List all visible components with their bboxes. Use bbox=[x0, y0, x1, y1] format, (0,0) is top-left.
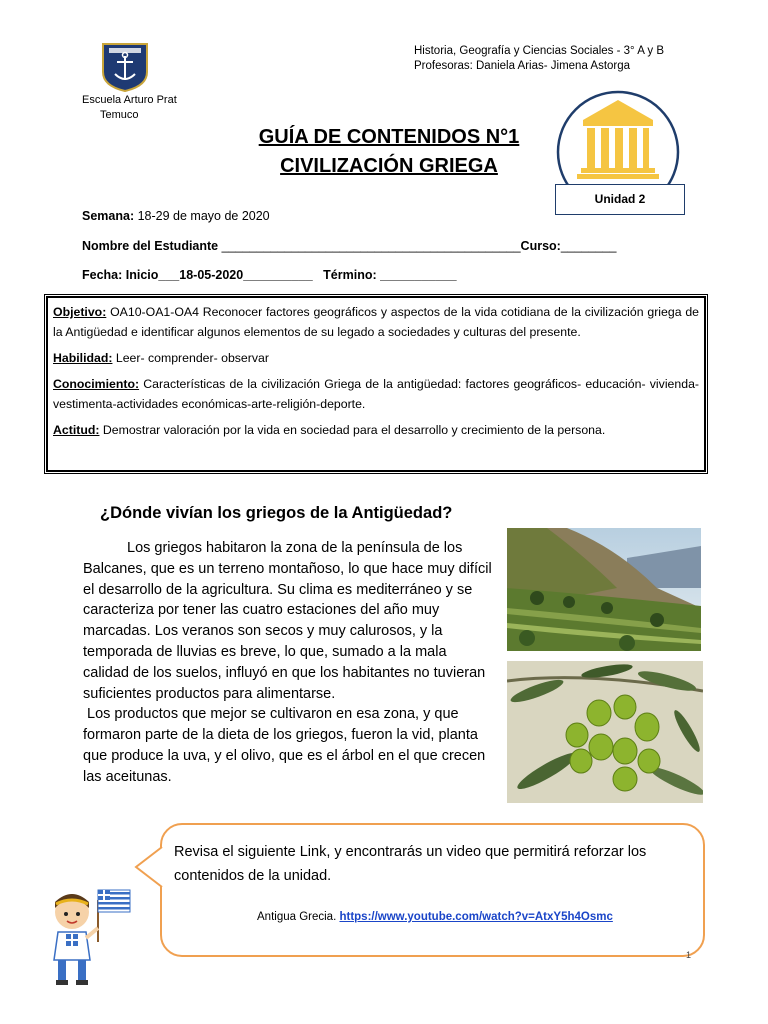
course-blank[interactable]: ________ bbox=[560, 239, 617, 253]
unit-label: Unidad 2 bbox=[555, 184, 685, 215]
knowledge-paragraph bbox=[53, 374, 699, 414]
subject-line: Historia, Geografía y Ciencias Sociales - 3° A y B bbox=[414, 45, 665, 57]
school-crest-icon bbox=[101, 42, 149, 92]
end-label: Término: bbox=[323, 268, 377, 282]
student-name-label: Nombre del Estudiante bbox=[82, 239, 219, 253]
attitude-text: Demostrar valoración por la vida en sociedad para el desarrollo y crecimiento de la persona. bbox=[99, 423, 606, 437]
date-field bbox=[82, 268, 457, 282]
header-info bbox=[414, 44, 664, 74]
course-label: Curso: bbox=[520, 239, 561, 253]
page-title: GUÍA DE CONTENIDOS N°1 bbox=[258, 126, 520, 148]
school-city: Temuco bbox=[100, 109, 139, 121]
end-blank[interactable]: ___________ bbox=[376, 268, 457, 282]
skill-label: Habilidad: bbox=[53, 351, 113, 365]
skill-text: Leer- comprender- observar bbox=[112, 351, 269, 365]
video-link[interactable]: https://www.youtube.com/watch?v=AtxY5h4Osmc bbox=[339, 911, 613, 923]
page-subtitle: CIVILIZACIÓN GRIEGA bbox=[280, 155, 498, 177]
attitude-paragraph bbox=[53, 420, 699, 440]
section-question: ¿Dónde vivían los griegos de la Antigüedad? bbox=[100, 504, 453, 522]
video-link-line bbox=[257, 911, 613, 923]
attitude-label: Actitud: bbox=[53, 423, 100, 437]
student-name-field[interactable] bbox=[82, 239, 616, 253]
school-name: Escuela Arturo Prat bbox=[82, 94, 177, 106]
date-label: Fecha: Inicio bbox=[82, 268, 159, 282]
page-number: 1 bbox=[686, 950, 692, 960]
objective-text: OA10-OA1-OA4 Reconocer factores geográficos y aspectos de la vida cotidiana de la civilización griega de la Antigüedad e identificar algunos elementos de su legado a sociedades y culturas del presente. bbox=[53, 305, 699, 339]
paragraph-1: Los griegos habitaron la zona de la península de los Balcanes, que es un terreno montañoso, lo que hace muy difícil el desarrollo de la agricultura. Su clima es mediterráneo y se caracteriza por tener las cuatro estaciones del año muy marcadas. Los veranos son secos y muy calurosos, y la temporada de lluvias es breve, lo que, sumado a la mala calidad de los suelos, influyó en que los habitantes no tuvieran suficientes productos para alimentarse. bbox=[83, 540, 492, 702]
bubble-tail bbox=[134, 845, 164, 889]
student-name-blank[interactable]: ___________________________________________ bbox=[218, 239, 521, 253]
teachers-line: Profesoras: Daniela Arias- Jimena Astorga bbox=[414, 60, 631, 72]
skill-paragraph bbox=[53, 348, 699, 368]
video-link-prefix: Antigua Grecia. bbox=[257, 911, 340, 923]
olives-photo bbox=[507, 661, 703, 803]
knowledge-text: Características de la civilización Griega de la antigüedad: factores geográficos- educación- vivienda-vestimenta-actividades económicas-arte-religión-deporte. bbox=[53, 377, 699, 411]
objective-paragraph bbox=[53, 302, 699, 342]
greek-child-icon bbox=[44, 882, 134, 988]
section-body bbox=[83, 538, 495, 788]
objectives-box bbox=[46, 296, 706, 472]
week-field bbox=[82, 209, 270, 223]
landscape-photo bbox=[507, 528, 701, 651]
week-value: 18-29 de mayo de 2020 bbox=[134, 209, 270, 223]
objective-label: Objetivo: bbox=[53, 305, 107, 319]
date-value: ___18-05-2020__________ bbox=[158, 268, 313, 282]
week-label: Semana: bbox=[82, 209, 135, 223]
bubble-text: Revisa el siguiente Link, y encontrarás un video que permitirá reforzar los contenidos de la unidad. bbox=[174, 844, 647, 884]
knowledge-label: Conocimiento: bbox=[53, 377, 140, 391]
paragraph-2: Los productos que mejor se cultivaron en esa zona, y que formaron parte de la dieta de los griegos, fueron la vid, planta que produce la uva, y el olivo, que es el árbol en el que crecen las aceitunas. bbox=[83, 706, 486, 785]
